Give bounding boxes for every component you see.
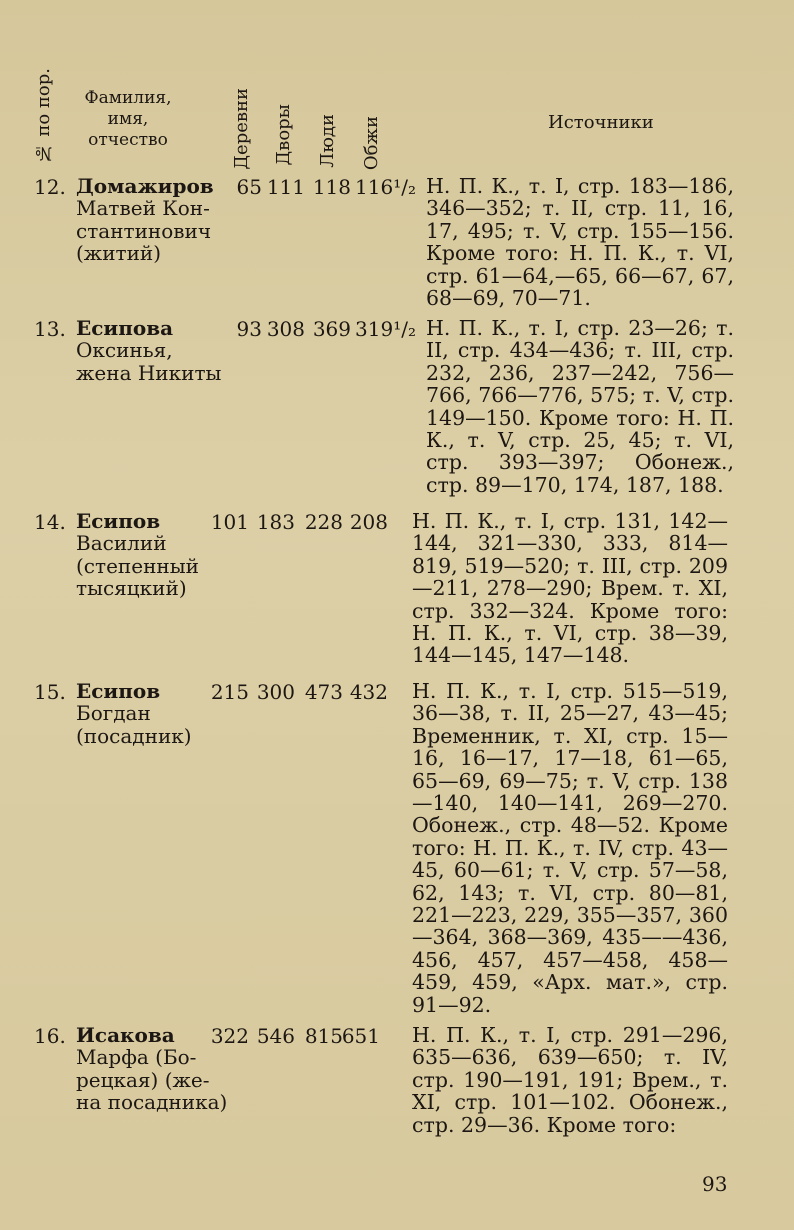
name-line: (посадник): [76, 723, 192, 748]
row-number: 16.: [34, 1024, 66, 1048]
header-name: Фамилия, имя, отчество: [84, 88, 172, 150]
person-name: [76, 175, 214, 265]
name-line: рецкая) (же-: [76, 1067, 210, 1092]
people-value: 369: [312, 317, 351, 341]
name-line: (степенный: [76, 553, 199, 578]
sources-text: Н. П. К., т. I, стр. 515—519, 36—38, т. II, 25—27, 43—45; Временник, т. XI, стр. 15—16, 16—17, 17—18, 61—65, 65—69, 69—75; т. V, стр. 138—140, 140—141, 269—270. Обонеж., стр. 48—52. Кроме того: Н. П. К., т. IV, стр. 43—45, 60—61; т. V, стр. 57—58, 62, 143; т. VI, стр. 80—81, 221—223, 229, 355—357, 360—364, 368—369, 435——436, 456, 457, 457—458, 458—459, 459, «Арх. мат.», стр. 91—92.: [412, 679, 728, 1017]
name-line: Оксинья,: [76, 338, 173, 363]
person-name: [76, 680, 192, 747]
row-number: 14.: [34, 510, 66, 534]
surname: Домажиров: [76, 174, 214, 198]
sources-text: Н. П. К., т. I, стр. 183—186, 346—352; т. II, стр. 11, 16, 17, 495; т. V, стр. 155—156. Кроме того: Н. П. К., т. VI, стр. 61—64,—65, 66—67, 67, 68—69, 70—71.: [426, 174, 734, 311]
yards-value: 111: [266, 175, 305, 199]
villages-value: 93: [236, 317, 262, 341]
obzhi-value: 651: [341, 1024, 380, 1048]
header-villages: Деревни: [231, 88, 252, 170]
obzhi-value: 208: [349, 510, 388, 534]
villages-value: 65: [236, 175, 262, 199]
obzhi-value: 116¹/₂: [355, 175, 416, 199]
sources-text: Н. П. К., т. I, стр. 131, 142—144, 321—330, 333, 814—819, 519—520; т. III, стр. 209—211, 278—290; Врем. т. XI, стр. 332—324. Кроме того: Н. П. К., т. VI, стр. 38—39, 144—145, 147—148.: [412, 509, 728, 668]
person-name: [76, 510, 199, 600]
sources-text: Н. П. К., т. I, стр. 23—26; т. II, стр. 434—436; т. III, стр. 232, 236, 237—242, 756—766, 766—776, 575; т. V, стр. 149—150. Кроме того: Н. П. К., т. V, стр. 25, 45; т. VI, стр. 393—397; Обонеж., стр. 89—170, 174, 187, 188.: [426, 316, 734, 497]
yards-value: 183: [256, 510, 295, 534]
surname: Есипов: [76, 679, 161, 703]
name-line: Богдан: [76, 701, 151, 726]
name-line: (житий): [76, 241, 162, 266]
people-value: 228: [304, 510, 343, 534]
name-line: тысяцкий): [76, 576, 187, 601]
name-line: на посадника): [76, 1090, 228, 1115]
header-num: № по пор.: [33, 68, 54, 164]
row-number: 15.: [34, 680, 66, 704]
yards-value: 308: [266, 317, 305, 341]
name-line: Василий: [76, 531, 167, 556]
people-value: 118: [312, 175, 351, 199]
person-name: [76, 317, 221, 384]
person-name: [76, 1024, 227, 1114]
page-number: 93: [702, 1172, 728, 1196]
people-value: 473: [304, 680, 343, 704]
header-obzhi: Обжи: [361, 116, 382, 171]
name-line: Марфа (Бо-: [76, 1045, 197, 1070]
yards-value: 546: [256, 1024, 295, 1048]
row-number: 12.: [34, 175, 66, 199]
surname: Исакова: [76, 1023, 175, 1047]
villages-value: 322: [210, 1024, 249, 1048]
header-people: Люди: [317, 114, 338, 168]
villages-value: 101: [210, 510, 249, 534]
surname: Есипова: [76, 316, 174, 340]
obzhi-value: 432: [349, 680, 388, 704]
name-line: Матвей Кон-: [76, 196, 210, 221]
name-line: стантинович: [76, 218, 212, 243]
villages-value: 215: [210, 680, 249, 704]
name-line: жена Никиты: [76, 360, 222, 385]
surname: Есипов: [76, 509, 161, 533]
row-number: 13.: [34, 317, 66, 341]
sources-text: Н. П. К., т. I, стр. 291—296, 635—636, 639—650; т. IV, стр. 190—191, 191; Врем., т. XI, стр. 101—102. Обонеж., стр. 29—36. Кроме того:: [412, 1023, 728, 1137]
header-sources: Источники: [548, 112, 654, 133]
people-value: 815: [304, 1024, 343, 1048]
header-yards: Дворы: [273, 104, 294, 166]
yards-value: 300: [256, 680, 295, 704]
obzhi-value: 319¹/₂: [355, 317, 416, 341]
